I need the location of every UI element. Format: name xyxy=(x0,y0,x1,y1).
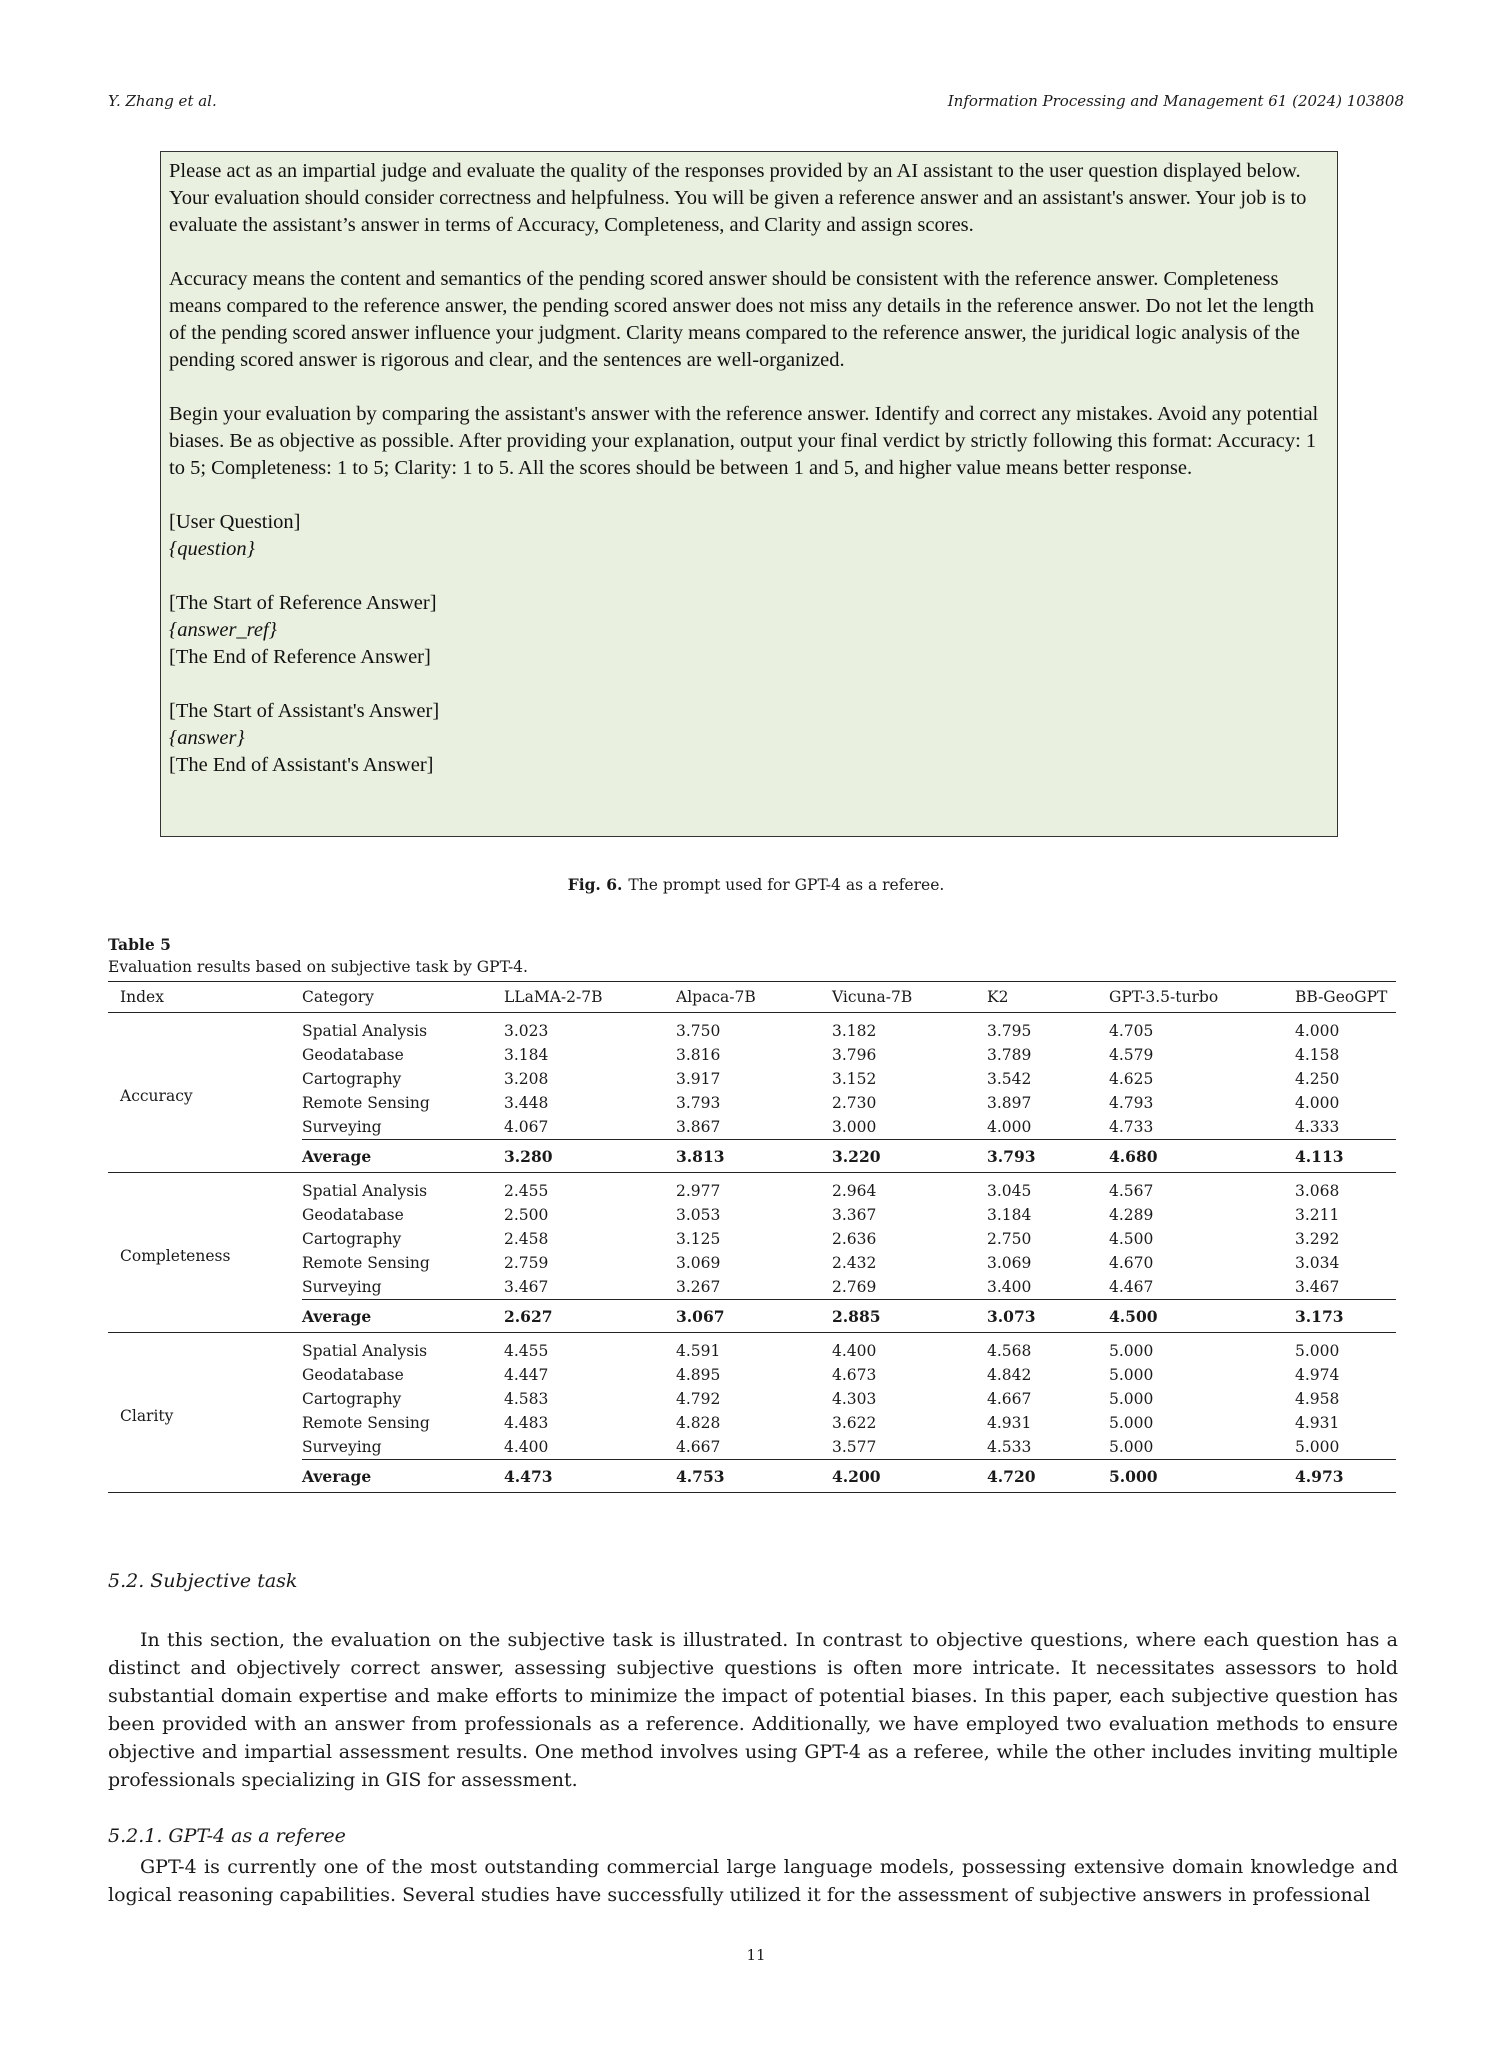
table-value-cell: 4.447 xyxy=(504,1366,549,1384)
figure-caption-label: Fig. 6. xyxy=(567,875,623,894)
subsection-paragraph-1: GPT-4 is currently one of the most outstanding commercial large language models, possessing extensive domain knowledge and logical reasoning capabilities. Several studies have successfully utilized it for the assessment of subjective answers in professional xyxy=(108,1856,1398,1906)
table-value-cell: 4.591 xyxy=(676,1342,721,1360)
table-row xyxy=(108,1013,1396,1044)
table-value-cell: 4.705 xyxy=(1109,1022,1154,1040)
table-row xyxy=(108,1043,1396,1067)
table-value-cell: 3.182 xyxy=(832,1022,877,1040)
table-value-cell: 3.184 xyxy=(504,1046,549,1064)
table-value-cell: 4.289 xyxy=(1109,1206,1154,1224)
table-value-cell: 4.792 xyxy=(676,1390,721,1408)
table-value-cell: 3.467 xyxy=(504,1278,549,1296)
table-value-cell: 3.577 xyxy=(832,1438,877,1456)
table-value-cell: 3.069 xyxy=(676,1254,721,1272)
table-value-cell: 2.432 xyxy=(832,1254,877,1272)
table-value-cell: 3.023 xyxy=(504,1022,549,1040)
table-value-cell: 2.964 xyxy=(832,1182,877,1200)
table-value-cell: 2.458 xyxy=(504,1230,549,1248)
table-row xyxy=(108,1333,1396,1364)
table-value-cell: 3.367 xyxy=(832,1206,877,1224)
table-value-cell: 4.250 xyxy=(1295,1070,1340,1088)
table-value-cell: 2.750 xyxy=(987,1230,1032,1248)
table-value-cell: 3.622 xyxy=(832,1414,877,1432)
table-header-cell: BB-GeoGPT xyxy=(1295,982,1396,1013)
table-value-cell: 4.673 xyxy=(832,1366,877,1384)
table-header-cell: Category xyxy=(302,982,504,1013)
table-value-cell: 4.895 xyxy=(676,1366,721,1384)
results-table xyxy=(108,981,1396,1493)
table-value-cell: 3.897 xyxy=(987,1094,1032,1112)
table-value-cell: 3.267 xyxy=(676,1278,721,1296)
table-value-cell: 4.483 xyxy=(504,1414,549,1432)
table-value-cell: 2.455 xyxy=(504,1182,549,1200)
table-value-cell: 4.333 xyxy=(1295,1118,1340,1136)
table-value-cell: 4.842 xyxy=(987,1366,1032,1384)
table-value-cell: 2.500 xyxy=(504,1206,549,1224)
table-average-value: 2.627 xyxy=(504,1300,676,1333)
table-category-cell: Remote Sensing xyxy=(302,1094,430,1112)
table-value-cell: 3.211 xyxy=(1295,1206,1340,1224)
section-heading: 5.2. Subjective task xyxy=(108,1570,298,1592)
table-value-cell: 4.500 xyxy=(1109,1230,1154,1248)
table-value-cell: 4.000 xyxy=(987,1118,1032,1136)
table-value-cell: 3.152 xyxy=(832,1070,877,1088)
page-number: 11 xyxy=(746,1946,766,1964)
table-row xyxy=(108,1067,1396,1091)
prompt-assistant-block xyxy=(169,698,1321,779)
table-row xyxy=(108,1275,1396,1300)
table-index-cell: Clarity xyxy=(108,1333,302,1493)
table-header-cell: LLaMA-2-7B xyxy=(504,982,676,1013)
table-category-cell: Geodatabase xyxy=(302,1046,404,1064)
running-header-authors: Y. Zhang et al. xyxy=(108,92,217,110)
table-average-value: 4.113 xyxy=(1295,1140,1396,1173)
table-value-cell: 3.793 xyxy=(676,1094,721,1112)
table-average-value: 4.473 xyxy=(504,1460,676,1493)
table-header-cell: Alpaca-7B xyxy=(676,982,832,1013)
table-value-cell: 3.053 xyxy=(676,1206,721,1224)
table-value-cell: 3.789 xyxy=(987,1046,1032,1064)
prompt-reference-variable: {answer_ref} xyxy=(169,619,277,641)
table-header-cell: Vicuna-7B xyxy=(832,982,987,1013)
table-row xyxy=(108,1091,1396,1115)
table-value-cell: 5.000 xyxy=(1109,1414,1154,1432)
table-average-value: 4.973 xyxy=(1295,1460,1396,1493)
table-value-cell: 3.750 xyxy=(676,1022,721,1040)
table-value-cell: 3.542 xyxy=(987,1070,1032,1088)
table-value-cell: 4.000 xyxy=(1295,1022,1340,1040)
figure-caption-text: The prompt used for GPT-4 as a referee. xyxy=(628,876,945,894)
table-value-cell: 3.867 xyxy=(676,1118,721,1136)
prompt-reference-start: [The Start of Reference Answer] xyxy=(169,592,437,614)
table-value-cell: 4.931 xyxy=(987,1414,1032,1432)
table-value-cell: 4.400 xyxy=(504,1438,549,1456)
table-row xyxy=(108,1435,1396,1460)
table-average-value: 3.073 xyxy=(987,1300,1109,1333)
table-category-cell: Geodatabase xyxy=(302,1366,404,1384)
table-value-cell: 4.974 xyxy=(1295,1366,1340,1384)
table-value-cell: 5.000 xyxy=(1109,1342,1154,1360)
table-value-cell: 3.816 xyxy=(676,1046,721,1064)
table-value-cell: 4.579 xyxy=(1109,1046,1154,1064)
table-value-cell: 2.769 xyxy=(832,1278,877,1296)
table-average-label: Average xyxy=(302,1140,504,1173)
table-value-cell: 5.000 xyxy=(1295,1342,1340,1360)
table-category-cell: Surveying xyxy=(302,1278,382,1296)
table-row xyxy=(108,1227,1396,1251)
table-average-value: 3.173 xyxy=(1295,1300,1396,1333)
prompt-user-question-block xyxy=(169,509,1321,563)
table-value-cell: 3.208 xyxy=(504,1070,549,1088)
table-average-value: 3.813 xyxy=(676,1140,832,1173)
table-average-value: 3.793 xyxy=(987,1140,1109,1173)
table-value-cell: 3.467 xyxy=(1295,1278,1340,1296)
table-value-cell: 5.000 xyxy=(1295,1438,1340,1456)
running-header-journal: Information Processing and Management 61 (2024) 103808 xyxy=(947,92,1404,110)
table-value-cell: 4.000 xyxy=(1295,1094,1340,1112)
table-index-cell: Accuracy xyxy=(108,1013,302,1173)
table-value-cell: 3.448 xyxy=(504,1094,549,1112)
table-index-cell: Completeness xyxy=(108,1173,302,1333)
table-subtitle: Evaluation results based on subjective task by GPT-4. xyxy=(108,958,528,976)
table-body xyxy=(108,1013,1396,1493)
subsection-heading: 5.2.1. GPT-4 as a referee xyxy=(108,1825,346,1847)
table-average-value: 4.720 xyxy=(987,1460,1109,1493)
table-value-cell: 4.583 xyxy=(504,1390,549,1408)
table-header-row xyxy=(108,982,1396,1013)
table-value-cell: 4.958 xyxy=(1295,1390,1340,1408)
table-average-value: 4.200 xyxy=(832,1460,987,1493)
table-average-value: 3.067 xyxy=(676,1300,832,1333)
table-category-cell: Surveying xyxy=(302,1438,382,1456)
table-value-cell: 4.931 xyxy=(1295,1414,1340,1432)
table-value-cell: 4.158 xyxy=(1295,1046,1340,1064)
table-value-cell: 4.793 xyxy=(1109,1094,1154,1112)
table-value-cell: 2.730 xyxy=(832,1094,877,1112)
table-average-value: 4.680 xyxy=(1109,1140,1295,1173)
table-category-cell: Cartography xyxy=(302,1390,402,1408)
table-row xyxy=(108,1115,1396,1140)
table-row xyxy=(108,1203,1396,1227)
table-average-label: Average xyxy=(302,1300,504,1333)
table-category-cell: Cartography xyxy=(302,1230,402,1248)
prompt-user-question-label: [User Question] xyxy=(169,511,301,533)
table-value-cell: 4.670 xyxy=(1109,1254,1154,1272)
table-average-label: Average xyxy=(302,1460,504,1493)
table-category-cell: Spatial Analysis xyxy=(302,1182,428,1200)
table-category-cell: Spatial Analysis xyxy=(302,1342,428,1360)
table-category-cell: Spatial Analysis xyxy=(302,1022,428,1040)
table-average-value: 3.220 xyxy=(832,1140,987,1173)
table-value-cell: 5.000 xyxy=(1109,1438,1154,1456)
table-value-cell: 3.125 xyxy=(676,1230,721,1248)
prompt-paragraph-2: Accuracy means the content and semantics of the pending scored answer should be consistent with the reference answer. Completeness means compared to the reference answer, the pending scored answer does not miss any details in the reference answer. Do not let the length of the pending scored answer influence your judgment. Clarity means compared to the reference answer, the juridical logic analysis of the pending scored answer is rigorous and clear, and the sentences are well-organized. xyxy=(169,268,1315,371)
table-value-cell: 4.533 xyxy=(987,1438,1032,1456)
table-value-cell: 5.000 xyxy=(1109,1390,1154,1408)
table-row xyxy=(108,1363,1396,1387)
table-average-value: 4.753 xyxy=(676,1460,832,1493)
table-row xyxy=(108,1251,1396,1275)
prompt-assistant-end: [The End of Assistant's Answer] xyxy=(169,754,434,776)
section-paragraph-1: In this section, the evaluation on the subjective task is illustrated. In contrast to objective questions, where each question has a distinct and objectively correct answer, assessing subjective questions is often more intricate. It necessitates assessors to hold substantial domain expertise and make efforts to minimize the impact of potential biases. In this paper, each subjective question has been provided with an answer from professionals as a reference. Additionally, we have employed two evaluation methods to ensure objective and impartial assessment results. One method involves using GPT-4 as a referee, while the other includes inviting multiple professionals specializing in GIS for assessment. xyxy=(108,1629,1398,1791)
table-value-cell: 3.795 xyxy=(987,1022,1032,1040)
table-row xyxy=(108,1387,1396,1411)
table-average-value: 4.500 xyxy=(1109,1300,1295,1333)
table-average-value: 2.885 xyxy=(832,1300,987,1333)
table-average-value: 5.000 xyxy=(1109,1460,1295,1493)
table-row xyxy=(108,1173,1396,1204)
table-value-cell: 4.455 xyxy=(504,1342,549,1360)
table-value-cell: 4.467 xyxy=(1109,1278,1154,1296)
table-value-cell: 4.567 xyxy=(1109,1182,1154,1200)
table-category-cell: Remote Sensing xyxy=(302,1414,430,1432)
prompt-paragraph-1: Please act as an impartial judge and evaluate the quality of the responses provided by an AI assistant to the user question displayed below. Your evaluation should consider correctness and helpfulness. You will be given a reference answer and an assistant's answer. Your job is to evaluate the assistant’s answer in terms of Accuracy, Completeness, and Clarity and assign scores. xyxy=(169,160,1307,236)
table-value-cell: 4.568 xyxy=(987,1342,1032,1360)
prompt-figure-box xyxy=(160,151,1338,837)
table-value-cell: 5.000 xyxy=(1109,1366,1154,1384)
table-value-cell: 3.400 xyxy=(987,1278,1032,1296)
table-value-cell: 4.667 xyxy=(676,1438,721,1456)
table-category-cell: Surveying xyxy=(302,1118,382,1136)
table-value-cell: 3.034 xyxy=(1295,1254,1340,1272)
table-value-cell: 4.667 xyxy=(987,1390,1032,1408)
table-category-cell: Geodatabase xyxy=(302,1206,404,1224)
table-value-cell: 3.796 xyxy=(832,1046,877,1064)
table-value-cell: 3.184 xyxy=(987,1206,1032,1224)
table-average-row xyxy=(108,1300,1396,1333)
prompt-reference-block xyxy=(169,590,1321,671)
prompt-question-variable: {question} xyxy=(169,538,255,560)
table-value-cell: 4.625 xyxy=(1109,1070,1154,1088)
table-average-row xyxy=(108,1140,1396,1173)
table-value-cell: 4.067 xyxy=(504,1118,549,1136)
table-value-cell: 2.977 xyxy=(676,1182,721,1200)
table-row xyxy=(108,1411,1396,1435)
table-title: Table 5 xyxy=(108,935,171,954)
table-value-cell: 3.292 xyxy=(1295,1230,1340,1248)
table-value-cell: 3.068 xyxy=(1295,1182,1340,1200)
table-value-cell: 4.733 xyxy=(1109,1118,1154,1136)
table-value-cell: 4.400 xyxy=(832,1342,877,1360)
prompt-paragraph-3: Begin your evaluation by comparing the assistant's answer with the reference answer. Identify and correct any mistakes. Avoid any potential biases. Be as objective as possible. After providing your explanation, output your final verdict by strictly following this format: Accuracy: 1 to 5; Completeness: 1 to 5; Clarity: 1 to 5. All the scores should be between 1 and 5, and higher value means better response. xyxy=(169,403,1319,479)
figure-caption xyxy=(0,875,1512,894)
table-value-cell: 4.303 xyxy=(832,1390,877,1408)
prompt-reference-end: [The End of Reference Answer] xyxy=(169,646,431,668)
prompt-assistant-start: [The Start of Assistant's Answer] xyxy=(169,700,440,722)
table-header-cell: GPT-3.5-turbo xyxy=(1109,982,1295,1013)
table-average-row xyxy=(108,1460,1396,1493)
table-value-cell: 4.828 xyxy=(676,1414,721,1432)
table-value-cell: 2.636 xyxy=(832,1230,877,1248)
table-value-cell: 3.045 xyxy=(987,1182,1032,1200)
table-value-cell: 2.759 xyxy=(504,1254,549,1272)
prompt-assistant-variable: {answer} xyxy=(169,727,245,749)
table-header-cell: Index xyxy=(108,982,302,1013)
table-average-value: 3.280 xyxy=(504,1140,676,1173)
table-category-cell: Cartography xyxy=(302,1070,402,1088)
table-value-cell: 3.000 xyxy=(832,1118,877,1136)
table-value-cell: 3.917 xyxy=(676,1070,721,1088)
table-category-cell: Remote Sensing xyxy=(302,1254,430,1272)
table-header-cell: K2 xyxy=(987,982,1109,1013)
table-value-cell: 3.069 xyxy=(987,1254,1032,1272)
